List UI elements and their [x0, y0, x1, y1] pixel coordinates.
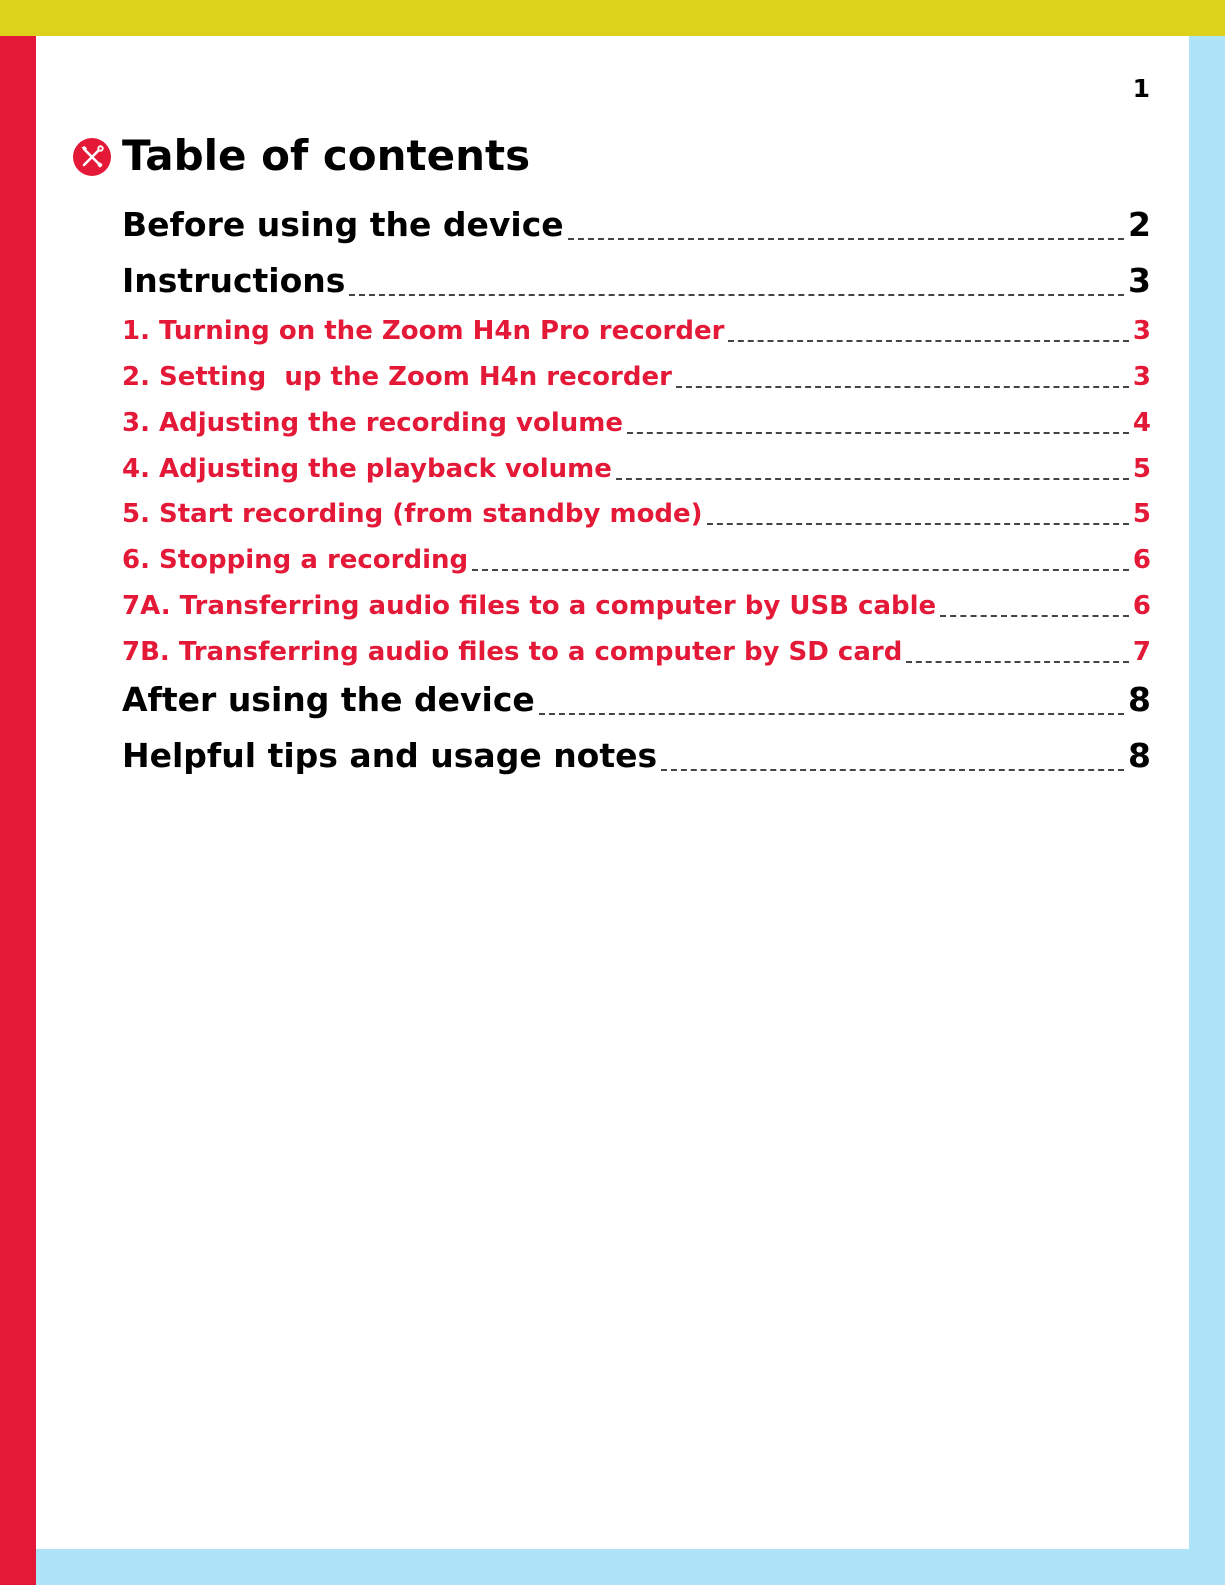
toc-entry-step-3[interactable] [122, 408, 1151, 438]
toc-entry-before-using[interactable] [122, 205, 1151, 244]
bottom-color-band [36, 1549, 1189, 1585]
left-color-band [0, 36, 36, 1585]
toc-entry-label: 7B. Transferring audio files to a computer by SD card [122, 637, 903, 667]
leader-dots [539, 713, 1124, 715]
leader-dots [627, 432, 1129, 434]
toc-entry-label: Before using the device [122, 205, 564, 244]
toc-entry-label: 2. Setting up the Zoom H4n recorder [122, 362, 672, 392]
toc-entry-page: 3 [1132, 362, 1151, 392]
toc-entry-page: 6 [1132, 545, 1151, 575]
toc-entry-step-7a[interactable] [122, 591, 1151, 621]
leader-dots [661, 769, 1124, 771]
toc-entry-after-using[interactable] [122, 680, 1151, 719]
toc-entry-step-1[interactable] [122, 316, 1151, 346]
toc-entry-instructions[interactable] [122, 261, 1151, 300]
leader-dots [349, 294, 1124, 296]
toc-entry-page: 6 [1132, 591, 1151, 621]
leader-dots [940, 615, 1129, 617]
toc-entry-page: 3 [1132, 316, 1151, 346]
toc-entry-label: 7A. Transferring audio files to a computer by USB cable [122, 591, 937, 621]
toc-entry-step-4[interactable] [122, 454, 1151, 484]
toc-entry-page: 5 [1132, 499, 1151, 529]
leader-dots [616, 478, 1129, 480]
leader-dots [568, 238, 1124, 240]
toc-entry-page: 8 [1128, 680, 1151, 719]
leader-dots [906, 661, 1129, 663]
toc-entry-label: 4. Adjusting the playback volume [122, 454, 612, 484]
toc-entry-label: After using the device [122, 680, 535, 719]
toc-entry-page: 4 [1132, 408, 1151, 438]
toc-entry-step-5[interactable] [122, 499, 1151, 529]
toc-entry-page: 5 [1132, 454, 1151, 484]
toc-entry-step-6[interactable] [122, 545, 1151, 575]
toc-entry-label: 1. Turning on the Zoom H4n Pro recorder [122, 316, 725, 346]
toc-entry-label: 5. Start recording (from standby mode) [122, 499, 703, 529]
toc-entry-page: 3 [1128, 261, 1151, 300]
leader-dots [472, 569, 1129, 571]
page-number: 1 [1132, 74, 1150, 103]
toc-entry-step-2[interactable] [122, 362, 1151, 392]
toc-entry-label: Instructions [122, 261, 346, 300]
tools-icon [72, 137, 112, 177]
toc-entry-page: 7 [1132, 637, 1151, 667]
toc-entry-label: 3. Adjusting the recording volume [122, 408, 623, 438]
toc-entry-label: 6. Stopping a recording [122, 545, 469, 575]
right-color-band [1189, 36, 1225, 1585]
leader-dots [728, 340, 1128, 342]
toc-entry-page: 8 [1128, 736, 1151, 775]
leader-dots [676, 386, 1129, 388]
toc-entry-helpful-tips[interactable] [122, 736, 1151, 775]
leader-dots [707, 523, 1129, 525]
toc-entry-page: 2 [1128, 205, 1151, 244]
toc-heading: Table of contents [122, 131, 531, 180]
top-color-band [0, 0, 1225, 36]
toc-entry-label: Helpful tips and usage notes [122, 736, 658, 775]
toc-entry-step-7b[interactable] [122, 637, 1151, 667]
